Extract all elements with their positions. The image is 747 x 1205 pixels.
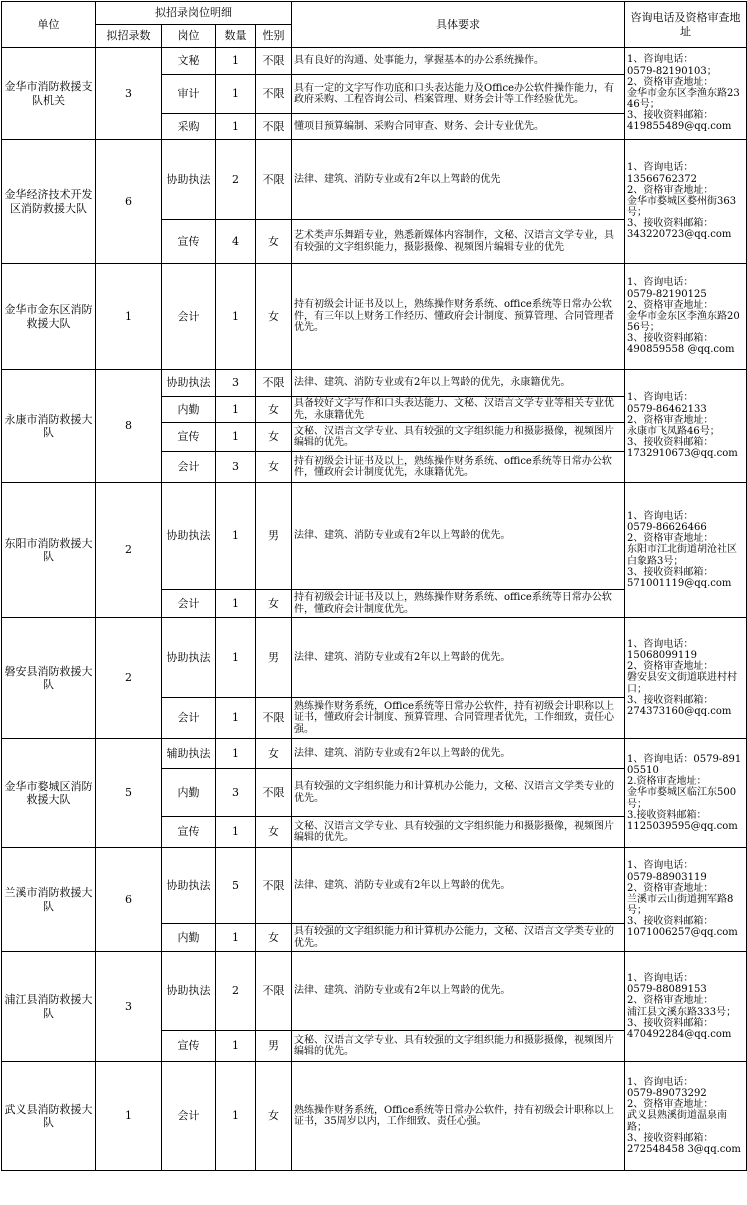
contact-cell bbox=[625, 264, 747, 370]
requirements-cell: 法律、建筑、消防专业或有2年以上驾龄的优先。 bbox=[292, 848, 625, 924]
table-row bbox=[2, 952, 747, 1031]
requirements-cell: 具有一定的文字写作功底和口头表达能力及Office办公软件操作能力，有政府采购、工程咨询公司、档案管理、财务会计等工作经验优先。 bbox=[292, 75, 625, 114]
contact-line: 金华市婺城区临江东500号； bbox=[627, 787, 737, 810]
unit-name-cell: 武义县消防救援大队 bbox=[2, 1062, 96, 1171]
position-cell: 协助执法 bbox=[162, 848, 216, 924]
contact-line: 2、资格审查地址： bbox=[627, 882, 714, 894]
contact-line: 2、资格审查地址： bbox=[627, 661, 714, 673]
quantity-cell: 1 bbox=[216, 75, 256, 114]
unit-name-cell: 兰溪市消防救援大队 bbox=[2, 848, 96, 952]
contact-line: 武义县熟溪街道温泉南路； bbox=[627, 1110, 727, 1133]
contact-line: 2、资格审查地址： bbox=[627, 299, 714, 311]
contact-line: 1125039595@qq.com bbox=[627, 820, 738, 832]
gender-cell: 女 bbox=[256, 397, 292, 423]
quantity-cell: 1 bbox=[216, 739, 256, 769]
gender-cell: 不限 bbox=[256, 698, 292, 739]
requirements-cell: 法律、建筑、消防专业或有2年以上驾龄的优先。 bbox=[292, 483, 625, 590]
contact-line: 15068099119 bbox=[627, 650, 697, 662]
contact-line: 3、接收资料邮箱： bbox=[627, 694, 714, 706]
recruit-total-cell: 3 bbox=[96, 48, 162, 140]
contact-line: 1、咨询电话： bbox=[627, 510, 694, 522]
unit-name-cell: 金华经济技术开发区消防救援大队 bbox=[2, 140, 96, 264]
gender-cell: 不限 bbox=[256, 75, 292, 114]
position-cell: 内勤 bbox=[162, 924, 216, 952]
contact-line: 0579-88903119 bbox=[627, 871, 707, 883]
position-cell: 采购 bbox=[162, 114, 216, 140]
quantity-cell: 1 bbox=[216, 817, 256, 848]
gender-cell: 不限 bbox=[256, 370, 292, 397]
contact-line: 1071006257@qq.com bbox=[627, 927, 738, 939]
contact-line: 金华市婺城区婺州街363号； bbox=[627, 195, 737, 219]
contact-line: 浦江县文溪东路333号； bbox=[627, 1006, 737, 1018]
contact-line: 2.资格审查地址： bbox=[627, 776, 707, 788]
contact-line: 3、接收资料邮箱： bbox=[627, 1132, 714, 1144]
contact-line: 2、资格审查地址： bbox=[627, 533, 714, 545]
gender-cell: 不限 bbox=[256, 140, 292, 220]
position-cell: 会计 bbox=[162, 590, 216, 618]
unit-name-cell: 金华市婺城区消防救援大队 bbox=[2, 739, 96, 848]
requirements-cell: 具有良好的沟通、处事能力，掌握基本的办公系统操作。 bbox=[292, 48, 625, 75]
quantity-cell: 2 bbox=[216, 952, 256, 1031]
requirements-cell: 熟练操作财务系统，Office系统等日常办公软件，持有初级会计职称以上证书，懂政府会计制度、预算管理、合同管理者优先，工作细致，责任心强。 bbox=[292, 698, 625, 739]
table-row bbox=[2, 848, 747, 924]
gender-cell: 不限 bbox=[256, 114, 292, 140]
quantity-cell: 1 bbox=[216, 483, 256, 590]
gender-cell: 女 bbox=[256, 590, 292, 618]
contact-cell bbox=[625, 739, 747, 848]
contact-line: 3、接收资料邮箱： bbox=[627, 110, 714, 122]
quantity-cell: 1 bbox=[216, 618, 256, 698]
contact-line: 1、咨询电话： bbox=[627, 54, 694, 66]
position-cell: 辅助执法 bbox=[162, 739, 216, 769]
recruit-total-cell: 1 bbox=[96, 1062, 162, 1171]
quantity-cell: 1 bbox=[216, 1062, 256, 1171]
gender-cell: 女 bbox=[256, 423, 292, 452]
header-count-total: 拟招录数 bbox=[96, 25, 162, 48]
contact-line: 490859558 @qq.com bbox=[627, 344, 735, 356]
quantity-cell: 1 bbox=[216, 590, 256, 618]
quantity-cell: 4 bbox=[216, 220, 256, 264]
table-row bbox=[2, 264, 747, 370]
recruit-total-cell: 1 bbox=[96, 264, 162, 370]
unit-name-cell: 东阳市消防救援大队 bbox=[2, 483, 96, 618]
contact-line: 1、咨询电话： bbox=[627, 860, 694, 872]
position-cell: 协助执法 bbox=[162, 952, 216, 1031]
contact-line: 3、接收资料邮箱： bbox=[627, 218, 714, 230]
contact-line: 2、资格审查地址： bbox=[627, 414, 714, 426]
gender-cell: 女 bbox=[256, 1062, 292, 1171]
contact-line: 1、咨询电话： bbox=[627, 1076, 694, 1088]
contact-line: 3.接收资料邮箱： bbox=[627, 809, 707, 821]
contact-line: 2、资格审查地址： bbox=[627, 76, 714, 88]
contact-line: 兰溪市云山街道拥军路8号； bbox=[627, 893, 734, 917]
unit-name-cell: 金华市消防救援支队机关 bbox=[2, 48, 96, 140]
table-row bbox=[2, 483, 747, 590]
contact-cell bbox=[625, 618, 747, 739]
quantity-cell: 3 bbox=[216, 452, 256, 483]
quantity-cell: 1 bbox=[216, 1031, 256, 1062]
quantity-cell: 1 bbox=[216, 397, 256, 423]
table-row bbox=[2, 140, 747, 220]
position-cell: 文秘 bbox=[162, 48, 216, 75]
position-cell: 宣传 bbox=[162, 817, 216, 848]
contact-line: 0579-86626466 bbox=[627, 522, 707, 534]
contact-line: 272548458 3@qq.com bbox=[627, 1143, 741, 1155]
contact-line: 3、接收资料邮箱： bbox=[627, 437, 714, 449]
requirements-cell: 文秘、汉语言文学专业、具有较强的文字组织能力和摄影摄像，视频图片编辑的优先。 bbox=[292, 817, 625, 848]
gender-cell: 不限 bbox=[256, 848, 292, 924]
header-requirements: 具体要求 bbox=[292, 2, 625, 48]
table-row bbox=[2, 618, 747, 698]
contact-cell bbox=[625, 1062, 747, 1171]
table-body bbox=[2, 48, 747, 1171]
contact-line: 1、咨询电话： bbox=[627, 392, 694, 404]
recruit-total-cell: 2 bbox=[96, 618, 162, 739]
contact-line: 0579-89073292 bbox=[627, 1088, 707, 1100]
requirements-cell: 具有较强的文字组织能力和计算机办公能力，文秘、汉语言文学类专业的优先。 bbox=[292, 924, 625, 952]
header-contact: 咨询电话及资格审查地址 bbox=[625, 2, 747, 48]
gender-cell: 女 bbox=[256, 220, 292, 264]
requirements-cell: 懂项目预算编制、采购合同审查、财务、会计专业优先。 bbox=[292, 114, 625, 140]
contact-line: 419855489@qq.com bbox=[627, 121, 732, 133]
contact-line: 永康市飞凤路46号； bbox=[627, 426, 720, 437]
contact-line: 343220723@qq.com bbox=[627, 229, 732, 241]
contact-line: 13566762372 bbox=[627, 173, 697, 185]
header-position: 岗位 bbox=[162, 25, 216, 48]
position-cell: 会计 bbox=[162, 698, 216, 739]
recruit-total-cell: 2 bbox=[96, 483, 162, 618]
contact-line: 571001119@qq.com bbox=[627, 577, 732, 589]
recruit-total-cell: 3 bbox=[96, 952, 162, 1062]
contact-line: 1、咨询电话：0579-89105510 bbox=[627, 753, 742, 777]
gender-cell: 不限 bbox=[256, 769, 292, 817]
requirements-cell: 法律、建筑、消防专业或有2年以上驾龄的优先 bbox=[292, 140, 625, 220]
quantity-cell: 1 bbox=[216, 48, 256, 75]
unit-name-cell: 浦江县消防救援大队 bbox=[2, 952, 96, 1062]
requirements-cell: 艺术类声乐舞蹈专业，熟悉新媒体内容制作，文秘、汉语言文学专业，具有较强的文字组织能力，摄影摄像、视频图片编辑专业的优先 bbox=[292, 220, 625, 264]
contact-line: 2、资格审查地址： bbox=[627, 184, 714, 196]
position-cell: 宣传 bbox=[162, 220, 216, 264]
position-cell: 审计 bbox=[162, 75, 216, 114]
gender-cell: 女 bbox=[256, 452, 292, 483]
gender-cell: 女 bbox=[256, 264, 292, 370]
table-row bbox=[2, 370, 747, 397]
contact-line: 金华市金东区李渔东路2346号； bbox=[627, 87, 740, 111]
contact-cell bbox=[625, 48, 747, 140]
table-row bbox=[2, 739, 747, 769]
header-gender: 性别 bbox=[256, 25, 292, 48]
recruitment-table bbox=[1, 1, 747, 1171]
contact-cell bbox=[625, 952, 747, 1062]
header-unit: 单位 bbox=[2, 2, 96, 48]
quantity-cell: 1 bbox=[216, 114, 256, 140]
gender-cell: 男 bbox=[256, 483, 292, 590]
contact-line: 3、接收资料邮箱： bbox=[627, 566, 714, 578]
unit-name-cell: 磐安县消防救援大队 bbox=[2, 618, 96, 739]
requirements-cell: 持有初级会计证书及以上，熟练操作财务系统、office系统等日常办公软件，懂政府会计制度优先，永康籍优先。 bbox=[292, 452, 625, 483]
contact-line: 0579-82190125 bbox=[627, 288, 707, 300]
contact-line: 1、咨询电话： bbox=[627, 972, 694, 984]
recruit-total-cell: 6 bbox=[96, 848, 162, 952]
quantity-cell: 1 bbox=[216, 698, 256, 739]
quantity-cell: 3 bbox=[216, 769, 256, 817]
gender-cell: 男 bbox=[256, 618, 292, 698]
gender-cell: 男 bbox=[256, 1031, 292, 1062]
contact-line: 470492284@qq.com bbox=[627, 1028, 732, 1040]
gender-cell: 不限 bbox=[256, 952, 292, 1031]
contact-line: 1、咨询电话： bbox=[627, 638, 694, 650]
contact-line: 0579-82190103； bbox=[627, 65, 717, 77]
position-cell: 内勤 bbox=[162, 397, 216, 423]
position-cell: 会计 bbox=[162, 264, 216, 370]
requirements-cell: 法律、建筑、消防专业或有2年以上驾龄的优先。 bbox=[292, 952, 625, 1031]
position-cell: 协助执法 bbox=[162, 370, 216, 397]
contact-cell bbox=[625, 848, 747, 952]
contact-line: 3、接收资料邮箱： bbox=[627, 333, 714, 345]
contact-line: 金华市金东区李渔东路2056号； bbox=[627, 310, 740, 334]
unit-name-cell: 永康市消防救援大队 bbox=[2, 370, 96, 483]
recruit-total-cell: 6 bbox=[96, 140, 162, 264]
contact-line: 0579-86462133 bbox=[627, 403, 707, 415]
quantity-cell: 1 bbox=[216, 264, 256, 370]
contact-line: 0579-88089153 bbox=[627, 984, 707, 996]
requirements-cell: 法律、建筑、消防专业或有2年以上驾龄的优先，永康籍优先。 bbox=[292, 370, 625, 397]
contact-cell bbox=[625, 140, 747, 264]
quantity-cell: 5 bbox=[216, 848, 256, 924]
quantity-cell: 1 bbox=[216, 423, 256, 452]
requirements-cell: 具备较好文字写作和口头表达能力、文秘、汉语言文学专业等相关专业优先，永康籍优先 bbox=[292, 397, 625, 423]
position-cell: 内勤 bbox=[162, 769, 216, 817]
contact-line: 3、接收资料邮箱： bbox=[627, 916, 714, 928]
contact-line: 1、咨询电话： bbox=[627, 162, 694, 174]
requirements-cell: 持有初级会计证书及以上，熟练操作财务系统、office系统等日常办公软件，懂政府会计制度优先。 bbox=[292, 590, 625, 618]
requirements-cell: 文秘、汉语言文学专业、具有较强的文字组织能力和摄影摄像，视频图片编辑的优先。 bbox=[292, 1031, 625, 1062]
unit-name-cell: 金华市金东区消防救援大队 bbox=[2, 264, 96, 370]
contact-line: 3、接收资料邮箱： bbox=[627, 1017, 714, 1029]
contact-line: 东阳市江北街道胡沧社区白象路3号； bbox=[627, 544, 737, 567]
recruit-total-cell: 5 bbox=[96, 739, 162, 848]
table-row bbox=[2, 48, 747, 75]
table-row bbox=[2, 1062, 747, 1171]
recruit-total-cell: 8 bbox=[96, 370, 162, 483]
header-position-details: 拟招录岗位明细 bbox=[96, 2, 292, 25]
requirements-cell: 法律、建筑、消防专业或有2年以上驾龄的优先。 bbox=[292, 739, 625, 769]
contact-line: 2、资格审查地址： bbox=[627, 995, 714, 1007]
header-quantity: 数量 bbox=[216, 25, 256, 48]
requirements-cell: 持有初级会计证书及以上，熟练操作财务系统、office系统等日常办公软件，有三年以上财务工作经历、懂政府会计制度、预算管理、合同管理者优先。 bbox=[292, 264, 625, 370]
contact-cell bbox=[625, 483, 747, 618]
quantity-cell: 1 bbox=[216, 924, 256, 952]
position-cell: 协助执法 bbox=[162, 140, 216, 220]
position-cell: 协助执法 bbox=[162, 483, 216, 590]
position-cell: 宣传 bbox=[162, 423, 216, 452]
contact-line: 1、咨询电话： bbox=[627, 277, 694, 289]
position-cell: 协助执法 bbox=[162, 618, 216, 698]
position-cell: 宣传 bbox=[162, 1031, 216, 1062]
gender-cell: 不限 bbox=[256, 48, 292, 75]
requirements-cell: 文秘、汉语言文学专业、具有较强的文字组织能力和摄影摄像，视频图片编辑的优先。 bbox=[292, 423, 625, 452]
requirements-cell: 法律、建筑、消防专业或有2年以上驾龄的优先。 bbox=[292, 618, 625, 698]
gender-cell: 女 bbox=[256, 817, 292, 848]
contact-line: 磐安县安文街道联进村村口； bbox=[627, 672, 737, 695]
contact-cell bbox=[625, 370, 747, 483]
quantity-cell: 3 bbox=[216, 370, 256, 397]
gender-cell: 女 bbox=[256, 924, 292, 952]
quantity-cell: 2 bbox=[216, 140, 256, 220]
position-cell: 会计 bbox=[162, 1062, 216, 1171]
contact-line: 1732910673@qq.com bbox=[627, 448, 738, 460]
requirements-cell: 具有较强的文字组织能力和计算机办公能力，文秘、汉语言文学类专业的优先。 bbox=[292, 769, 625, 817]
position-cell: 会计 bbox=[162, 452, 216, 483]
contact-line: 2、资格审查地址： bbox=[627, 1099, 714, 1111]
requirements-cell: 熟练操作财务系统，Office系统等日常办公软件，持有初级会计职称以上证书，35周岁以内，工作细致、责任心强。 bbox=[292, 1062, 625, 1171]
contact-line: 274373160@qq.com bbox=[627, 705, 732, 717]
gender-cell: 女 bbox=[256, 739, 292, 769]
